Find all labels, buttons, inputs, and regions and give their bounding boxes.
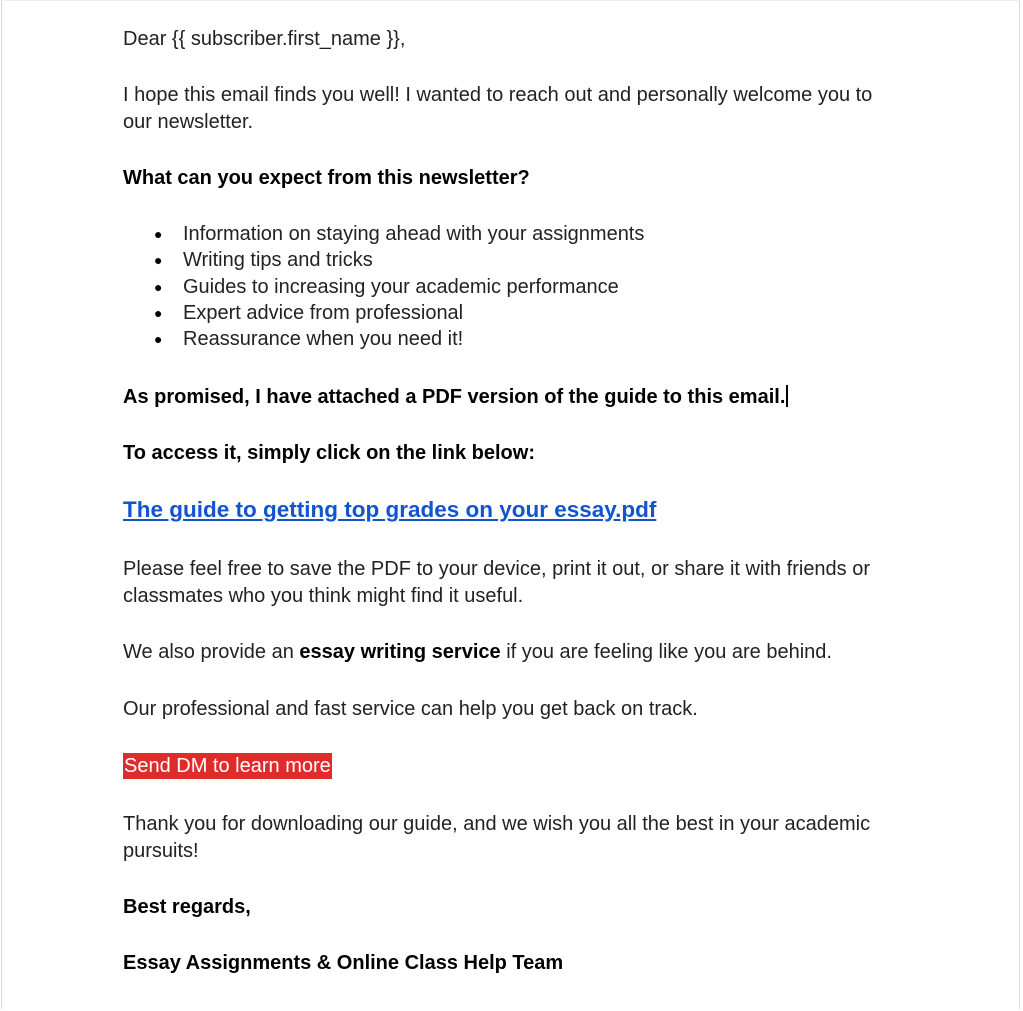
list-item: ● Expert advice from professional — [123, 300, 883, 326]
cta-paragraph — [123, 753, 883, 780]
list-item: ● Writing tips and tricks — [123, 247, 883, 273]
bullet-icon: ● — [154, 278, 163, 295]
benefits-list — [123, 221, 883, 352]
send-dm-cta[interactable]: Send DM to learn more — [124, 755, 331, 777]
professional-paragraph: Our professional and fast service can help you get back on track. — [123, 698, 698, 720]
intro-paragraph: I hope this email finds you well! I wanted to reach out and personally welcome you to our newsletter. — [123, 84, 873, 133]
promise-paragraph[interactable]: As promised, I have attached a PDF version of the guide to this email. — [123, 384, 883, 411]
thanks-paragraph: Thank you for downloading our guide, and we wish you all the best in your academic pursuits! — [123, 813, 871, 862]
regards: Best regards, — [123, 896, 251, 918]
access-paragraph: To access it, simply click on the link below: — [123, 442, 535, 464]
signature: Essay Assignments & Online Class Help Team — [123, 952, 564, 974]
bullet-icon: ● — [154, 226, 163, 242]
text-cursor — [786, 385, 788, 407]
pdf-link-paragraph — [123, 497, 883, 525]
service-paragraph: We also provide an essay writing service if you are feeling like you are behind. — [123, 641, 832, 663]
bullet-icon: ● — [154, 331, 163, 348]
bullet-icon: ● — [154, 304, 163, 321]
list-item: ● Information on staying ahead with your assignments — [123, 221, 883, 247]
bullet-icon: ● — [154, 252, 163, 269]
list-item: ● Guides to increasing your academic performance — [123, 274, 883, 300]
service-name: essay writing service — [299, 641, 501, 663]
expect-heading: What can you expect from this newsletter? — [123, 167, 530, 189]
save-paragraph: Please feel free to save the PDF to your device, print it out, or share it with friends or classmates who you think might find it useful. — [123, 558, 871, 607]
pdf-guide-link[interactable]: The guide to getting top grades on your essay.pdf — [123, 497, 657, 522]
document-page — [1, 0, 1020, 1009]
list-item: ● Reassurance when you need it! — [123, 326, 883, 352]
greeting: Dear {{ subscriber.first_name }}, — [123, 28, 406, 50]
